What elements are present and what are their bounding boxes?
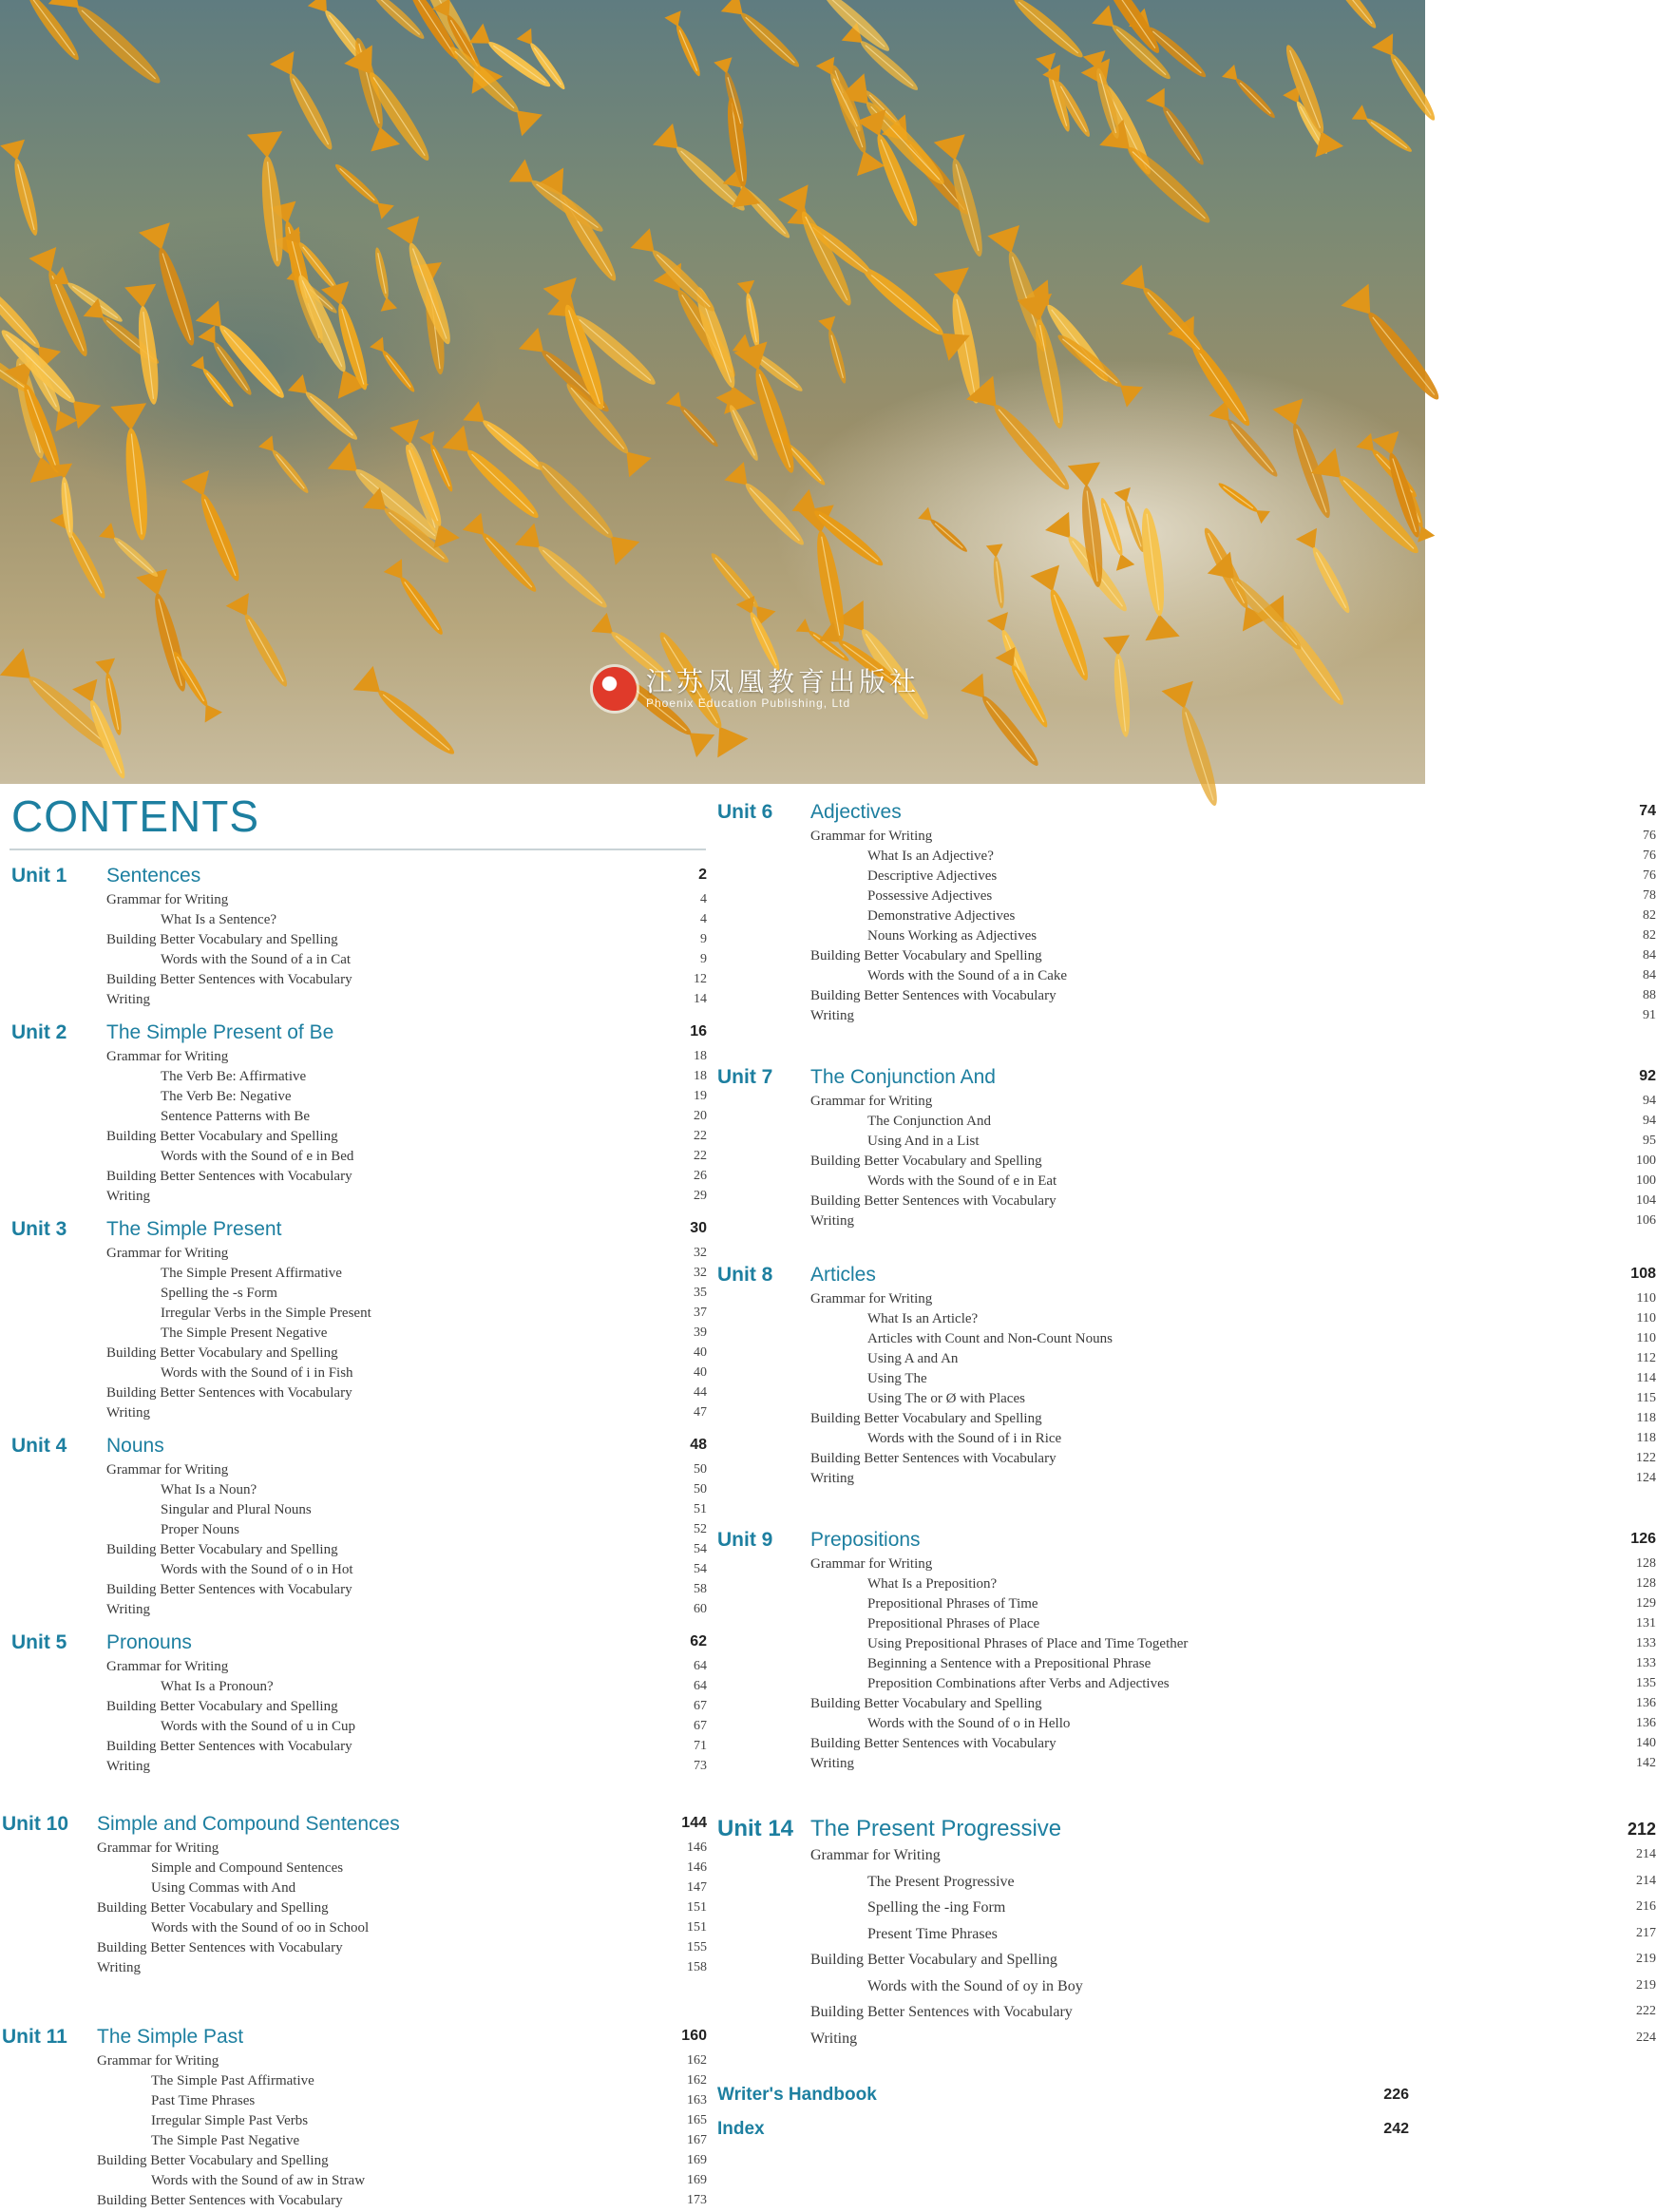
toc-entry-page: 19 bbox=[694, 1089, 707, 1103]
toc-entry-page: 26 bbox=[694, 1169, 707, 1183]
fish-shape bbox=[1341, 284, 1452, 410]
toc-entry-title: Building Better Vocabulary and Spelling bbox=[106, 1345, 338, 1361]
toc-entry-title: Building Better Vocabulary and Spelling bbox=[106, 1542, 338, 1557]
toc-entry-title: What Is an Article? bbox=[867, 1311, 979, 1326]
toc-entry-page: 217 bbox=[1636, 1925, 1656, 1940]
toc-entry-page: 47 bbox=[694, 1405, 707, 1420]
unit-page: 212 bbox=[1627, 1820, 1656, 1839]
unit-label: Unit 3 bbox=[11, 1218, 67, 1240]
toc-entry-page: 129 bbox=[1636, 1596, 1656, 1611]
unit-title[interactable]: The Simple Present of Be bbox=[106, 1021, 334, 1043]
toc-entry-page: 32 bbox=[694, 1266, 707, 1280]
fish-shape bbox=[0, 140, 48, 238]
fish-shape bbox=[1030, 565, 1100, 686]
toc-entry-title: Articles with Count and Non-Count Nouns bbox=[867, 1331, 1113, 1346]
toc-entry-page: 71 bbox=[694, 1739, 707, 1753]
toc-entry-title: Grammar for Writing bbox=[106, 1246, 229, 1261]
unit-title[interactable]: Simple and Compound Sentences bbox=[97, 1813, 400, 1835]
fish-shape bbox=[1208, 552, 1312, 660]
toc-entry-title: Building Better Vocabulary and Spelling bbox=[97, 1900, 329, 1916]
fish-shape bbox=[353, 666, 465, 766]
toc-entry-page: 37 bbox=[694, 1306, 707, 1320]
index-link[interactable]: Index bbox=[717, 2119, 765, 2139]
publisher-logo bbox=[593, 665, 920, 713]
fish-shape bbox=[934, 134, 996, 260]
toc-entry-page: 169 bbox=[687, 2173, 707, 2187]
toc-entry-page: 142 bbox=[1636, 1756, 1656, 1770]
unit-title[interactable]: Prepositions bbox=[810, 1529, 921, 1551]
fish-shape bbox=[1296, 528, 1360, 619]
toc-entry-title: Writing bbox=[810, 1756, 855, 1771]
fish-shape bbox=[387, 216, 465, 350]
toc-entry-title: Demonstrative Adjectives bbox=[867, 908, 1016, 924]
fish-shape bbox=[792, 489, 891, 576]
unit-label: Unit 8 bbox=[717, 1264, 773, 1286]
toc-entry-title: Writing bbox=[810, 1471, 855, 1486]
toc-entry-page: 78 bbox=[1643, 888, 1656, 903]
toc-entry-title: Words with the Sound of e in Bed bbox=[161, 1149, 354, 1164]
toc-entry-title: Building Better Sentences with Vocabulary bbox=[106, 1739, 352, 1754]
toc-entry-title: What Is a Pronoun? bbox=[161, 1679, 274, 1694]
unit-label: Unit 10 bbox=[2, 1813, 69, 1835]
fish-shape bbox=[1209, 400, 1285, 485]
toc-entry-title: Building Better Vocabulary and Spelling bbox=[97, 2153, 329, 2168]
toc-entry-page: 155 bbox=[687, 1940, 707, 1955]
toc-entry-page: 118 bbox=[1636, 1411, 1656, 1425]
toc-entry-page: 95 bbox=[1643, 1134, 1656, 1148]
unit-title[interactable]: Adjectives bbox=[810, 801, 902, 823]
fish-shape bbox=[1161, 681, 1230, 811]
toc-entry-page: 4 bbox=[700, 892, 707, 906]
unit-label: Unit 7 bbox=[717, 1066, 773, 1088]
publisher-logo-icon bbox=[593, 667, 637, 711]
toc-entry-page: 214 bbox=[1636, 1873, 1656, 1888]
toc-entry-page: 50 bbox=[694, 1482, 707, 1497]
toc-entry-page: 14 bbox=[694, 992, 707, 1006]
fish-shape bbox=[703, 546, 776, 626]
toc-entry-page: 147 bbox=[687, 1880, 707, 1895]
toc-entry-page: 110 bbox=[1636, 1291, 1656, 1306]
toc-entry-title: Building Better Vocabulary and Spelling bbox=[810, 1952, 1057, 1968]
fish-shape bbox=[1103, 635, 1139, 738]
toc-entry-page: 94 bbox=[1643, 1094, 1656, 1108]
toc-entry-page: 169 bbox=[687, 2153, 707, 2167]
fish-shape bbox=[800, 0, 898, 61]
toc-entry-title: Preposition Combinations after Verbs and Adjectives bbox=[867, 1676, 1170, 1691]
toc-entry-page: 88 bbox=[1643, 988, 1656, 1002]
fish-shape bbox=[515, 524, 617, 619]
toc-entry-title: Using The bbox=[867, 1371, 927, 1386]
unit-page: 74 bbox=[1639, 803, 1656, 819]
unit-title[interactable]: Pronouns bbox=[106, 1631, 192, 1653]
toc-entry-page: 52 bbox=[694, 1522, 707, 1536]
toc-entry-page: 58 bbox=[694, 1582, 707, 1596]
toc-entry-title: Grammar for Writing bbox=[106, 1659, 229, 1674]
fish-shape bbox=[9, 0, 88, 67]
fish-shape bbox=[1146, 88, 1212, 171]
toc-entry-page: 22 bbox=[694, 1129, 707, 1143]
toc-entry-page: 158 bbox=[687, 1960, 707, 1974]
toc-entry-page: 40 bbox=[694, 1345, 707, 1360]
toc-entry-page: 162 bbox=[687, 2053, 707, 2068]
toc-entry-title: Words with the Sound of e in Eat bbox=[867, 1173, 1057, 1189]
toc-entry-page: 146 bbox=[687, 1860, 707, 1875]
toc-entry-page: 32 bbox=[694, 1246, 707, 1260]
toc-entry-title: Building Better Sentences with Vocabulary bbox=[106, 1385, 352, 1401]
toc-entry-page: 39 bbox=[694, 1325, 707, 1340]
toc-entry-page: 122 bbox=[1636, 1451, 1656, 1465]
fish-shape bbox=[631, 228, 724, 320]
toc-entry-title: Prepositional Phrases of Time bbox=[867, 1596, 1038, 1611]
fish-shape bbox=[258, 435, 314, 498]
fish-shape bbox=[181, 470, 252, 587]
toc-entry-page: 54 bbox=[694, 1562, 707, 1576]
toc-entry-page: 18 bbox=[694, 1069, 707, 1083]
fish-shape bbox=[370, 337, 421, 397]
toc-entry-page: 9 bbox=[700, 932, 707, 946]
fish-shape bbox=[961, 674, 1049, 774]
unit-page: 62 bbox=[690, 1633, 707, 1649]
toc-entry-page: 128 bbox=[1636, 1576, 1656, 1591]
unit-title[interactable]: The Simple Present bbox=[106, 1218, 282, 1240]
fish-shape bbox=[29, 247, 99, 362]
unit-label: Unit 9 bbox=[717, 1529, 773, 1551]
toc-entry-title: Using Commas with And bbox=[151, 1880, 296, 1896]
toc-entry-page: 151 bbox=[687, 1920, 707, 1935]
toc-entry-title: Words with the Sound of i in Fish bbox=[161, 1365, 353, 1381]
unit-page: 30 bbox=[690, 1220, 707, 1236]
toc-entry-title: Words with the Sound of i in Rice bbox=[867, 1431, 1062, 1446]
fish-shape bbox=[556, 373, 651, 477]
toc-entry-title: Building Better Sentences with Vocabulary bbox=[106, 972, 352, 987]
unit-page: 92 bbox=[1639, 1068, 1656, 1084]
toc-entry-title: Building Better Sentences with Vocabulary bbox=[97, 1940, 343, 1955]
toc-entry-page: 40 bbox=[694, 1365, 707, 1380]
fish-shape bbox=[1214, 477, 1270, 524]
toc-entry-title: Building Better Vocabulary and Spelling bbox=[106, 1699, 338, 1714]
toc-entry-title: What Is a Noun? bbox=[161, 1482, 257, 1497]
toc-entry-title: Using Prepositional Phrases of Place and Time Together bbox=[867, 1636, 1189, 1651]
unit-title[interactable]: The Present Progressive bbox=[810, 1816, 1062, 1841]
fish-shape bbox=[1274, 40, 1344, 158]
toc-entry-title: Descriptive Adjectives bbox=[867, 868, 998, 884]
toc-entry-title: Using And in a List bbox=[867, 1134, 980, 1149]
unit-label: Unit 4 bbox=[11, 1435, 67, 1457]
unit-label: Unit 6 bbox=[717, 801, 773, 823]
toc-entry-page: 54 bbox=[694, 1542, 707, 1556]
writers-handbook-link[interactable]: Writer's Handbook bbox=[717, 2085, 877, 2105]
toc-entry-page: 100 bbox=[1636, 1173, 1656, 1188]
toc-entry-page: 135 bbox=[1636, 1676, 1656, 1690]
unit-title[interactable]: The Conjunction And bbox=[810, 1066, 996, 1088]
toc-entry-title: What Is a Preposition? bbox=[867, 1576, 998, 1592]
toc-entry-title: Words with the Sound of oy in Boy bbox=[867, 1977, 1083, 1994]
toc-entry-title: Words with the Sound of a in Cat bbox=[161, 952, 352, 967]
toc-entry-page: 67 bbox=[694, 1719, 707, 1733]
toc-entry-title: Irregular Simple Past Verbs bbox=[151, 2113, 309, 2128]
toc-entry-page: 140 bbox=[1636, 1736, 1656, 1750]
fish-shape bbox=[443, 426, 549, 529]
toc-entry-page: 20 bbox=[694, 1109, 707, 1123]
fish-shape bbox=[369, 246, 397, 312]
unit-title[interactable]: The Simple Past bbox=[97, 2026, 244, 2048]
toc-entry-title: Writing bbox=[106, 1602, 151, 1617]
toc-entry-page: 67 bbox=[694, 1699, 707, 1713]
toc-entry-title: The Simple Present Negative bbox=[161, 1325, 328, 1341]
toc-entry-title: Writing bbox=[106, 992, 151, 1007]
unit-title[interactable]: Articles bbox=[810, 1264, 876, 1286]
fish-shape bbox=[50, 509, 116, 604]
toc-entry-title: Writing bbox=[810, 2030, 858, 2047]
toc-entry-page: 12 bbox=[694, 972, 707, 986]
toc-entry-title: Grammar for Writing bbox=[106, 1462, 229, 1478]
toc-entry-title: The Conjunction And bbox=[867, 1114, 991, 1129]
fish-shape bbox=[666, 391, 724, 452]
toc-entry-page: 64 bbox=[694, 1679, 707, 1693]
toc-entry-page: 128 bbox=[1636, 1556, 1656, 1571]
unit-page: 160 bbox=[681, 2028, 707, 2044]
toc-entry-title: Proper Nouns bbox=[161, 1522, 239, 1537]
toc-entry-title: Prepositional Phrases of Place bbox=[867, 1616, 1040, 1631]
fish-shape bbox=[966, 376, 1082, 502]
toc-entry-title: Building Better Vocabulary and Spelling bbox=[810, 1154, 1042, 1169]
toc-entry-page: 165 bbox=[687, 2113, 707, 2127]
toc-entry-title: Writing bbox=[810, 1213, 855, 1229]
toc-entry-page: 4 bbox=[700, 912, 707, 926]
toc-entry-page: 124 bbox=[1636, 1471, 1656, 1485]
fish-shape bbox=[270, 51, 343, 156]
unit-page: 108 bbox=[1630, 1266, 1656, 1282]
toc-entry-title: Building Better Vocabulary and Spelling bbox=[106, 932, 338, 947]
toc-entry-title: Writing bbox=[106, 1405, 151, 1421]
toc-entry-page: 136 bbox=[1636, 1716, 1656, 1730]
toc-entry-title: Building Better Sentences with Vocabulary bbox=[810, 2004, 1073, 2020]
unit-label: Unit 5 bbox=[11, 1631, 67, 1653]
fish-shape bbox=[1372, 33, 1445, 126]
toc-entry-page: 104 bbox=[1636, 1193, 1656, 1208]
toc-entry-title: Possessive Adjectives bbox=[867, 888, 993, 904]
fish-shape bbox=[384, 559, 451, 640]
toc-entry-page: 60 bbox=[694, 1602, 707, 1616]
fish-shape bbox=[918, 507, 972, 558]
toc-entry-page: 133 bbox=[1636, 1656, 1656, 1670]
unit-label: Unit 14 bbox=[717, 1816, 794, 1841]
toc-entry-title: Words with the Sound of a in Cake bbox=[867, 968, 1068, 983]
fish-shape bbox=[818, 316, 853, 386]
unit-title[interactable]: Sentences bbox=[106, 865, 201, 887]
fish-shape bbox=[344, 45, 442, 169]
toc-entry-title: The Present Progressive bbox=[867, 1873, 1015, 1890]
toc-entry-page: 224 bbox=[1636, 2030, 1656, 2045]
toc-entry-title: The Simple Past Affirmative bbox=[151, 2073, 314, 2088]
unit-label: Unit 1 bbox=[11, 865, 67, 887]
title-divider bbox=[10, 849, 706, 850]
toc-entry-title: Building Better Vocabulary and Spelling bbox=[810, 1696, 1042, 1711]
toc-entry-page: 114 bbox=[1636, 1371, 1656, 1385]
unit-page: 126 bbox=[1630, 1531, 1656, 1547]
toc-entry-page: 18 bbox=[694, 1049, 707, 1063]
toc-entry-page: 29 bbox=[694, 1189, 707, 1203]
unit-label: Unit 11 bbox=[2, 2026, 67, 2048]
fish-shape bbox=[536, 167, 629, 289]
toc-entry-title: Building Better Vocabulary and Spelling bbox=[810, 948, 1042, 963]
publisher-name-en: Phoenix Education Publishing, Ltd bbox=[646, 696, 851, 710]
toc-entry-page: 84 bbox=[1643, 948, 1656, 963]
toc-entry-title: Grammar for Writing bbox=[810, 1556, 933, 1572]
toc-entry-page: 22 bbox=[694, 1149, 707, 1163]
toc-entry-page: 219 bbox=[1636, 1977, 1656, 1993]
writers-handbook-page: 226 bbox=[1383, 2087, 1409, 2103]
toc-entry-page: 9 bbox=[700, 952, 707, 966]
fish-shape bbox=[226, 593, 298, 693]
fish-shape bbox=[463, 401, 550, 479]
toc-entry-title: Building Better Sentences with Vocabulary bbox=[810, 988, 1056, 1003]
fish-shape bbox=[330, 158, 394, 219]
toc-entry-page: 222 bbox=[1636, 2004, 1656, 2018]
toc-entry-title: Spelling the -ing Form bbox=[867, 1899, 1006, 1916]
toc-entry-page: 214 bbox=[1636, 1847, 1656, 1861]
toc-entry-page: 73 bbox=[694, 1759, 707, 1773]
toc-entry-title: Irregular Verbs in the Simple Present bbox=[161, 1306, 371, 1321]
toc-entry-page: 151 bbox=[687, 1900, 707, 1915]
fish-shape bbox=[1036, 53, 1078, 135]
toc-entry-page: 44 bbox=[694, 1385, 707, 1400]
toc-entry-title: Nouns Working as Adjectives bbox=[867, 928, 1037, 944]
toc-entry-title: Words with the Sound of o in Hot bbox=[161, 1562, 353, 1577]
toc-entry-page: 82 bbox=[1643, 928, 1656, 943]
unit-title[interactable]: Nouns bbox=[106, 1435, 164, 1457]
toc-entry-title: Writing bbox=[97, 1960, 142, 1975]
toc-entry-page: 133 bbox=[1636, 1636, 1656, 1650]
unit-label: Unit 2 bbox=[11, 1021, 67, 1043]
toc-entry-title: The Simple Present Affirmative bbox=[161, 1266, 342, 1281]
toc-entry-title: Words with the Sound of aw in Straw bbox=[151, 2173, 366, 2188]
toc-entry-title: Building Better Sentences with Vocabulary bbox=[810, 1193, 1056, 1209]
toc-entry-title: Writing bbox=[106, 1759, 151, 1774]
toc-entry-title: Simple and Compound Sentences bbox=[151, 1860, 344, 1876]
fish-shape bbox=[664, 10, 707, 80]
cover-photo bbox=[0, 0, 1425, 784]
fish-shape bbox=[1222, 65, 1281, 124]
toc-entry-page: 106 bbox=[1636, 1213, 1656, 1228]
fish-shape bbox=[987, 225, 1060, 357]
toc-entry-title: Grammar for Writing bbox=[97, 2053, 219, 2069]
toc-entry-page: 219 bbox=[1636, 1952, 1656, 1966]
toc-entry-page: 51 bbox=[694, 1502, 707, 1516]
toc-entry-title: The Verb Be: Affirmative bbox=[161, 1069, 307, 1084]
toc-entry-title: Singular and Plural Nouns bbox=[161, 1502, 312, 1517]
toc-entry-title: Building Better Vocabulary and Spelling bbox=[810, 1411, 1042, 1426]
toc-entry-page: 91 bbox=[1643, 1008, 1656, 1022]
toc-entry-page: 162 bbox=[687, 2073, 707, 2088]
toc-entry-title: Writing bbox=[810, 1008, 855, 1023]
toc-entry-page: 94 bbox=[1643, 1114, 1656, 1128]
toc-entry-title: Building Better Vocabulary and Spelling bbox=[106, 1129, 338, 1144]
toc-entry-title: Present Time Phrases bbox=[867, 1925, 998, 1942]
toc-entry-title: Grammar for Writing bbox=[106, 1049, 229, 1064]
fish-shape bbox=[1352, 105, 1418, 159]
toc-entry-page: 167 bbox=[687, 2133, 707, 2147]
toc-entry-title: Building Better Sentences with Vocabulary bbox=[106, 1582, 352, 1597]
toc-entry-page: 163 bbox=[687, 2093, 707, 2107]
toc-entry-page: 50 bbox=[694, 1462, 707, 1477]
toc-entry-title: What Is an Adjective? bbox=[867, 849, 994, 864]
toc-entry-title: Words with the Sound of u in Cup bbox=[161, 1719, 356, 1734]
toc-entry-title: Using The or Ø with Places bbox=[867, 1391, 1025, 1406]
toc-entry-page: 131 bbox=[1636, 1616, 1656, 1630]
toc-entry-page: 35 bbox=[694, 1286, 707, 1300]
toc-entry-title: Writing bbox=[106, 1189, 151, 1204]
toc-entry-title: Grammar for Writing bbox=[810, 829, 933, 844]
fish-shape bbox=[778, 184, 865, 313]
toc-entry-page: 76 bbox=[1643, 849, 1656, 863]
toc-entry-title: Grammar for Writing bbox=[810, 1847, 941, 1863]
toc-entry-page: 136 bbox=[1636, 1696, 1656, 1710]
toc-entry-title: Sentence Patterns with Be bbox=[161, 1109, 311, 1124]
toc-entry-title: The Simple Past Negative bbox=[151, 2133, 300, 2148]
unit-page: 144 bbox=[681, 1815, 707, 1831]
toc-entry-title: Words with the Sound of oo in School bbox=[151, 1920, 370, 1936]
unit-page: 16 bbox=[690, 1023, 707, 1039]
toc-entry-page: 115 bbox=[1636, 1391, 1656, 1405]
toc-entry-page: 76 bbox=[1643, 868, 1656, 883]
fish-shape bbox=[1315, 0, 1384, 35]
toc-entry-page: 82 bbox=[1643, 908, 1656, 923]
index-page: 242 bbox=[1383, 2121, 1409, 2137]
toc-entry-page: 76 bbox=[1643, 829, 1656, 843]
toc-entry-title: Grammar for Writing bbox=[810, 1094, 933, 1109]
fish-shape bbox=[986, 543, 1011, 609]
unit-page: 48 bbox=[690, 1437, 707, 1453]
toc-entry-title: Building Better Sentences with Vocabulary bbox=[97, 2193, 343, 2208]
fish-shape bbox=[441, 37, 542, 137]
toc-entry-page: 118 bbox=[1636, 1431, 1656, 1445]
fish-shape bbox=[654, 263, 749, 386]
page-title: CONTENTS bbox=[11, 791, 259, 841]
toc-entry-title: The Verb Be: Negative bbox=[161, 1089, 292, 1104]
publisher-name-cn: 江苏凤凰教育出版社 bbox=[646, 666, 921, 697]
fish-shape bbox=[110, 403, 160, 542]
toc-entry-page: 64 bbox=[694, 1659, 707, 1673]
toc-entry-title: Beginning a Sentence with a Prepositional Phrase bbox=[867, 1656, 1152, 1671]
toc-entry-page: 173 bbox=[687, 2193, 707, 2207]
fish-shape bbox=[99, 523, 163, 583]
toc-entry-title: What Is a Sentence? bbox=[161, 912, 277, 927]
toc-entry-title: Building Better Sentences with Vocabulary bbox=[810, 1736, 1056, 1751]
toc-entry-page: 110 bbox=[1636, 1331, 1656, 1345]
toc-entry-title: Grammar for Writing bbox=[810, 1291, 933, 1306]
toc-entry-title: Building Better Sentences with Vocabulary bbox=[106, 1169, 352, 1184]
toc-entry-title: Past Time Phrases bbox=[151, 2093, 256, 2108]
toc-entry-title: Grammar for Writing bbox=[106, 892, 229, 907]
toc-entry-title: Building Better Sentences with Vocabulary bbox=[810, 1451, 1056, 1466]
toc-entry-title: Using A and An bbox=[867, 1351, 959, 1366]
toc-entry-page: 112 bbox=[1636, 1351, 1656, 1365]
toc-entry-page: 100 bbox=[1636, 1154, 1656, 1168]
toc-entry-title: Words with the Sound of o in Hello bbox=[867, 1716, 1071, 1731]
toc-entry-page: 110 bbox=[1636, 1311, 1656, 1325]
toc-entry-title: Spelling the -s Form bbox=[161, 1286, 277, 1301]
fish-shape bbox=[721, 0, 808, 76]
toc-entry-page: 146 bbox=[687, 1840, 707, 1855]
fish-shape bbox=[1121, 265, 1214, 364]
fish-shape bbox=[1050, 325, 1143, 407]
toc-entry-page: 216 bbox=[1636, 1899, 1656, 1914]
toc-entry-page: 84 bbox=[1643, 968, 1656, 982]
unit-page: 2 bbox=[698, 867, 707, 883]
toc-entry-title: Grammar for Writing bbox=[97, 1840, 219, 1856]
